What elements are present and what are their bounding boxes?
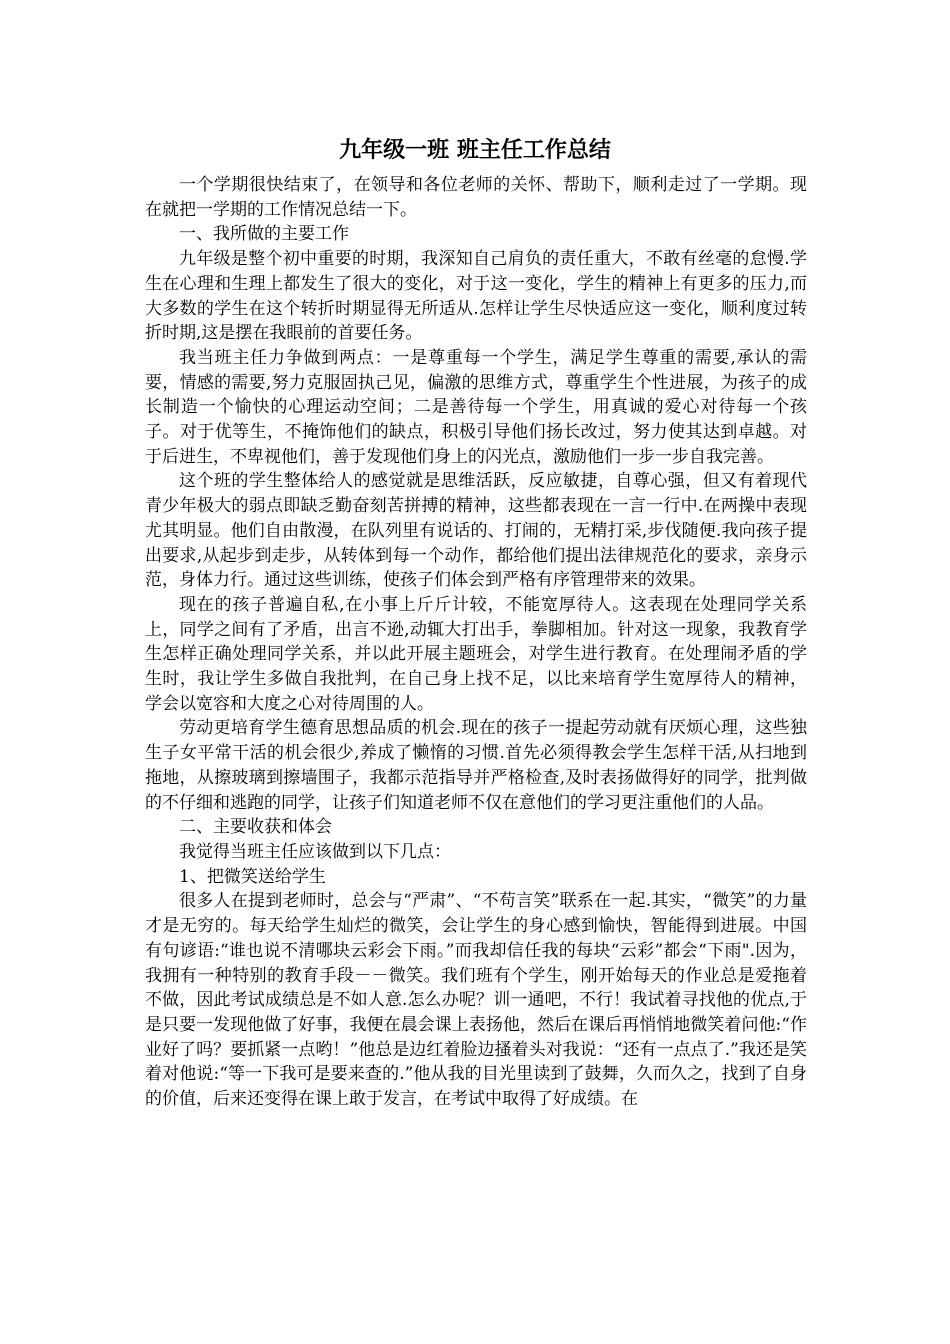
paragraph-intro: 一个学期很快结束了，在领导和各位老师的关怀、帮助下，顺利走过了一学期。现在就把一学期的工作情况总结一下。 bbox=[145, 175, 807, 220]
document-title: 九年级一班 班主任工作总结 bbox=[339, 137, 611, 163]
paragraph: 我觉得当班主任应该做到以下几点： bbox=[179, 841, 451, 862]
subheading-smile: 1、把微笑送给学生 bbox=[179, 866, 326, 887]
paragraph: 这个班的学生整体给人的感觉就是思维活跃，反应敏捷，自尊心强，但又有着现代青少年极大的弱点即缺乏勤奋刻苦拼搏的精神，这些都表现在一言一行中.在两操中表现尤其明显。他们自由散漫，在队列里有说话的、打闹的，无精打采,步伐随便.我向孩子提出要求,从起步到走步，从转体到每一个动作，都给他们提出法律规范化的要求，亲身示范，身体力行。通过这些训练，使孩子们体会到严格有序管理带来的效果。 bbox=[145, 471, 807, 591]
paragraph: 劳动更培育学生德育思想品质的机会.现在的孩子一提起劳动就有厌烦心理，这些独生子女平常干活的机会很少,养成了懒惰的习惯.首先必须得教会学生怎样干活,从扫地到拖地，从擦玻璃到擦墙围子，我都示范指导并严格检查,及时表扬做得好的同学，批判做的不仔细和逃跑的同学，让孩子们知道老师不仅在意他们的学习更注重他们的人品。 bbox=[145, 718, 807, 813]
paragraph: 九年级是整个初中重要的时期，我深知自己肩负的责任重大，不敢有丝毫的怠慢.学生在心理和生理上都发生了很大的变化，对于这一变化，学生的精神上有更多的压力,而大多数的学生在这个转折时期显得无所适从.怎样让学生尽快适应这一变化，顺利度过转折时期,这是摆在我眼前的首要任务。 bbox=[145, 249, 807, 344]
paragraph: 很多人在提到老师时，总会与“严肃”、“不苟言笑”联系在一起.其实，“微笑”的力量才是无穷的。每天给学生灿烂的微笑，会让学生的身心感到愉快，智能得到进展。中国有句谚语:“谁也说不清哪块云彩会下雨。”而我却信任我的每块“云彩”都会“下雨".因为，我拥有一种特别的教育手段－－微笑。我们班有个学生，刚开始每天的作业总是爱拖着不做，因此考试成绩总是不如人意.怎么办呢？训一通吧，不行！我试着寻找他的优点,于是只要一发现他做了好事，我便在晨会课上表扬他，然后在课后再悄悄地微笑着问他:“作业好了吗？要抓紧一点哟！”他总是边红着脸边搔着头对我说：“还有一点点了.”我还是笑着对他说:“等一下我可是要来查的.”他从我的目光里读到了鼓舞，久而久之，找到了自身的价值，后来还变得在课上敢于发言，在考试中取得了好成绩。在 bbox=[145, 891, 807, 1110]
paragraph: 我当班主任力争做到两点：一是尊重每一个学生，满足学生尊重的需要,承认的需要，情感的需要,努力克服固执己见，偏激的思维方式，尊重学生个性进展，为孩子的成长制造一个愉快的心理运动空间；二是善待每一个学生，用真诚的爱心对待每一个孩子。对于优等生，不掩饰他们的缺点，积极引导他们扬长改过，努力使其达到卓越。对于后进生，不卑视他们，善于发现他们身上的闪光点，激励他们一步一步自我完善。 bbox=[145, 347, 807, 467]
document-body bbox=[145, 173, 807, 1112]
paragraph: 现在的孩子普遍自私,在小事上斤斤计较，不能宽厚待人。这表现在处理同学关系上，同学之间有了矛盾，出言不逊,动辄大打出手，拳脚相加。针对这一现象，我教育学生怎样正确处理同学关系，并以此开展主题班会，对学生进行教育。在处理闹矛盾的学生时，我让学生多做自我批判，在自己身上找不足，以比来培育学生宽厚待人的精神，学会以宽容和大度之心对待周围的人。 bbox=[145, 594, 807, 714]
section-heading-main-work: 一、我所做的主要工作 bbox=[179, 224, 349, 245]
section-heading-gains: 二、主要收获和体会 bbox=[179, 817, 332, 838]
